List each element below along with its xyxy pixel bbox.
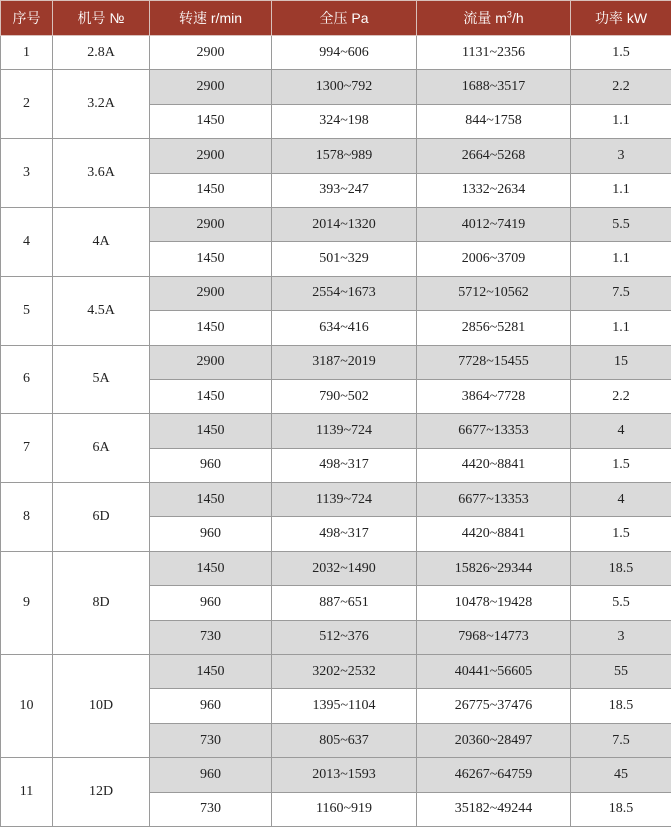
cell-speed: 960 [150,689,272,723]
cell-flow: 4012~7419 [417,207,571,241]
table-row [1,276,671,310]
cell-power: 5.5 [571,586,671,620]
cell-index: 9 [1,551,53,654]
cell-pressure: 498~317 [272,448,417,482]
cell-index: 10 [1,655,53,758]
cell-index: 8 [1,483,53,552]
table-row [1,551,671,585]
cell-speed: 960 [150,586,272,620]
table-row [1,70,671,104]
cell-flow: 2856~5281 [417,311,571,345]
cell-flow: 6677~13353 [417,483,571,517]
cell-speed: 2900 [150,36,272,70]
cell-pressure: 498~317 [272,517,417,551]
cell-power: 2.2 [571,70,671,104]
table-row [1,139,671,173]
cell-index: 3 [1,139,53,208]
cell-pressure: 512~376 [272,620,417,654]
cell-power: 2.2 [571,379,671,413]
cell-index: 4 [1,207,53,276]
cell-speed: 1450 [150,311,272,345]
header-index: 序号 [1,1,53,36]
header-flow-suffix: /h [512,10,524,26]
cell-power: 7.5 [571,723,671,757]
cell-pressure: 3187~2019 [272,345,417,379]
header-power: 功率 kW [571,1,671,36]
cell-flow: 6677~13353 [417,414,571,448]
cell-flow: 15826~29344 [417,551,571,585]
cell-flow: 20360~28497 [417,723,571,757]
table-row [1,758,671,792]
header-model: 机号 № [53,1,150,36]
cell-flow: 7968~14773 [417,620,571,654]
cell-pressure: 887~651 [272,586,417,620]
cell-model: 5A [53,345,150,414]
cell-speed: 730 [150,620,272,654]
table-header-row [1,1,671,36]
cell-flow: 3864~7728 [417,379,571,413]
cell-flow: 2006~3709 [417,242,571,276]
cell-power: 15 [571,345,671,379]
cell-index: 7 [1,414,53,483]
cell-speed: 2900 [150,207,272,241]
cell-flow: 4420~8841 [417,448,571,482]
header-flow-sup: 3 [507,9,512,19]
cell-speed: 1450 [150,414,272,448]
cell-power: 5.5 [571,207,671,241]
cell-power: 18.5 [571,689,671,723]
cell-pressure: 393~247 [272,173,417,207]
cell-power: 1.5 [571,448,671,482]
cell-speed: 1450 [150,173,272,207]
header-flow [417,1,571,36]
table-row [1,655,671,689]
cell-pressure: 2032~1490 [272,551,417,585]
cell-flow: 1688~3517 [417,70,571,104]
cell-power: 1.1 [571,242,671,276]
cell-power: 1.1 [571,104,671,138]
cell-speed: 1450 [150,242,272,276]
cell-power: 7.5 [571,276,671,310]
cell-speed: 1450 [150,483,272,517]
header-flow-prefix: 流量 m [463,10,507,26]
cell-power: 1.1 [571,311,671,345]
cell-model: 3.2A [53,70,150,139]
cell-speed: 1450 [150,104,272,138]
cell-index: 6 [1,345,53,414]
table-row [1,483,671,517]
cell-model: 3.6A [53,139,150,208]
cell-model: 10D [53,655,150,758]
cell-pressure: 1300~792 [272,70,417,104]
cell-pressure: 1139~724 [272,483,417,517]
cell-power: 4 [571,483,671,517]
cell-model: 6A [53,414,150,483]
cell-pressure: 3202~2532 [272,655,417,689]
cell-index: 5 [1,276,53,345]
cell-pressure: 790~502 [272,379,417,413]
cell-pressure: 2013~1593 [272,758,417,792]
cell-power: 1.5 [571,36,671,70]
cell-index: 11 [1,758,53,827]
table-row [1,345,671,379]
cell-power: 4 [571,414,671,448]
cell-model: 4.5A [53,276,150,345]
cell-pressure: 501~329 [272,242,417,276]
cell-flow: 35182~49244 [417,792,571,826]
cell-index: 1 [1,36,53,70]
cell-model: 2.8A [53,36,150,70]
cell-pressure: 324~198 [272,104,417,138]
cell-speed: 2900 [150,276,272,310]
cell-pressure: 2554~1673 [272,276,417,310]
cell-pressure: 994~606 [272,36,417,70]
cell-speed: 1450 [150,379,272,413]
cell-speed: 960 [150,517,272,551]
cell-flow: 4420~8841 [417,517,571,551]
cell-power: 3 [571,620,671,654]
cell-flow: 46267~64759 [417,758,571,792]
cell-index: 2 [1,70,53,139]
cell-flow: 10478~19428 [417,586,571,620]
cell-speed: 2900 [150,345,272,379]
cell-speed: 960 [150,448,272,482]
table-row [1,414,671,448]
cell-power: 45 [571,758,671,792]
cell-model: 6D [53,483,150,552]
cell-flow: 1332~2634 [417,173,571,207]
cell-pressure: 1578~989 [272,139,417,173]
cell-power: 18.5 [571,792,671,826]
cell-model: 4A [53,207,150,276]
cell-power: 55 [571,655,671,689]
table-body [1,36,671,827]
table-row [1,207,671,241]
cell-flow: 2664~5268 [417,139,571,173]
cell-speed: 2900 [150,70,272,104]
cell-power: 18.5 [571,551,671,585]
cell-power: 3 [571,139,671,173]
cell-speed: 1450 [150,551,272,585]
cell-speed: 1450 [150,655,272,689]
cell-flow: 1131~2356 [417,36,571,70]
cell-pressure: 1139~724 [272,414,417,448]
header-pressure: 全压 Pa [272,1,417,36]
cell-flow: 844~1758 [417,104,571,138]
cell-speed: 2900 [150,139,272,173]
cell-flow: 40441~56605 [417,655,571,689]
cell-power: 1.1 [571,173,671,207]
cell-pressure: 805~637 [272,723,417,757]
cell-speed: 730 [150,792,272,826]
cell-model: 8D [53,551,150,654]
cell-power: 1.5 [571,517,671,551]
cell-pressure: 634~416 [272,311,417,345]
cell-model: 12D [53,758,150,827]
cell-flow: 26775~37476 [417,689,571,723]
cell-speed: 960 [150,758,272,792]
cell-pressure: 1395~1104 [272,689,417,723]
cell-speed: 730 [150,723,272,757]
cell-pressure: 1160~919 [272,792,417,826]
table-row [1,36,671,70]
cell-flow: 5712~10562 [417,276,571,310]
cell-pressure: 2014~1320 [272,207,417,241]
cell-flow: 7728~15455 [417,345,571,379]
header-speed: 转速 r/min [150,1,272,36]
